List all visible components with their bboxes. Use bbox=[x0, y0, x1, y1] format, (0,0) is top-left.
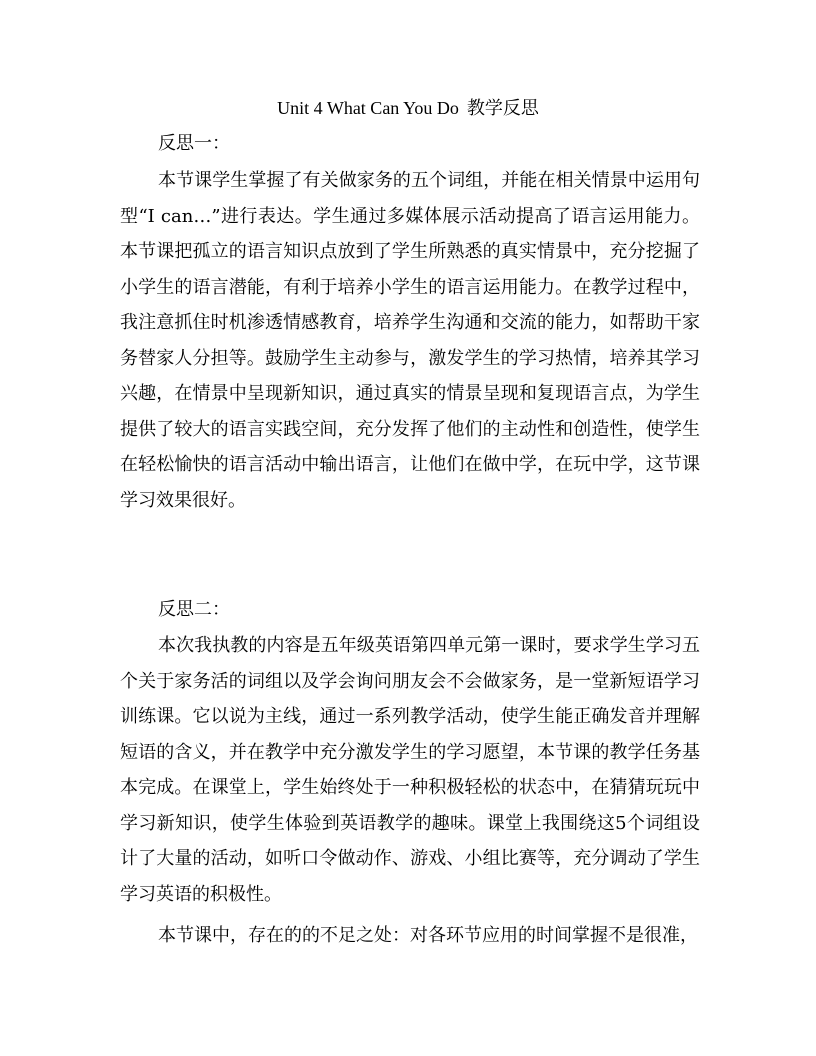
reflection-1-paragraph: 本节课学生掌握了有关做家务的五个词组，并能在相关情景中运用句型“I can…”进行表达。学生通过多媒体展示活动提高了语言运用能力。本节课把孤立的语言知识点放到了学生所熟悉的真实情景中，充分挖掘了小学生的语言潜能，有利于培养小学生的语言运用能力。在教学过程中，我注意抓住时机渗透情感教育，培养学生沟通和交流的能力，如帮助干家务替家人分担等。鼓励学生主动参与，激发学生的学习热情，培养其学习兴趣，在情景中呈现新知识，通过真实的情景呈现和复现语言点，为学生提供了较大的语言实践空间，充分发挥了他们的主动性和创造性，使学生在轻松愉快的语言活动中输出语言，让他们在做中学，在玩中学，这节课学习效果很好。 bbox=[120, 170, 700, 511]
title-english: Unit 4 What Can You Do bbox=[277, 98, 459, 118]
reflection-2-shortcomings-paragraph: 本节课中，存在的的不足之处：对各环节应用的时间掌握不是很准， bbox=[158, 925, 698, 946]
reflection-2-paragraph: 本次我执教的内容是五年级英语第四单元第一课时，要求学生学习五个关于家务活的词组以及学会询问朋友会不会做家务，是一堂新短语学习训练课。它以说为主线，通过一系列教学活动，使学生能正确发音并理解短语的含义，并在教学中充分激发学生的学习愿望，本节课的教学任务基本完成。在课堂上，学生始终处于一种积极轻松的状态中，在猜猜玩玩中学习新知识，使学生体验到英语教学的趣味。课堂上我围绕这5个词组设计了大量的活动，如听口令做动作、游戏、小组比赛等，充分调动了学生学习英语的积极性。 bbox=[120, 635, 700, 905]
section-heading-reflection-2: 反思二： bbox=[158, 599, 230, 620]
title-chinese: 教学反思 bbox=[466, 98, 539, 118]
document-title bbox=[0, 96, 816, 120]
section-heading-reflection-1: 反思一： bbox=[158, 133, 230, 154]
